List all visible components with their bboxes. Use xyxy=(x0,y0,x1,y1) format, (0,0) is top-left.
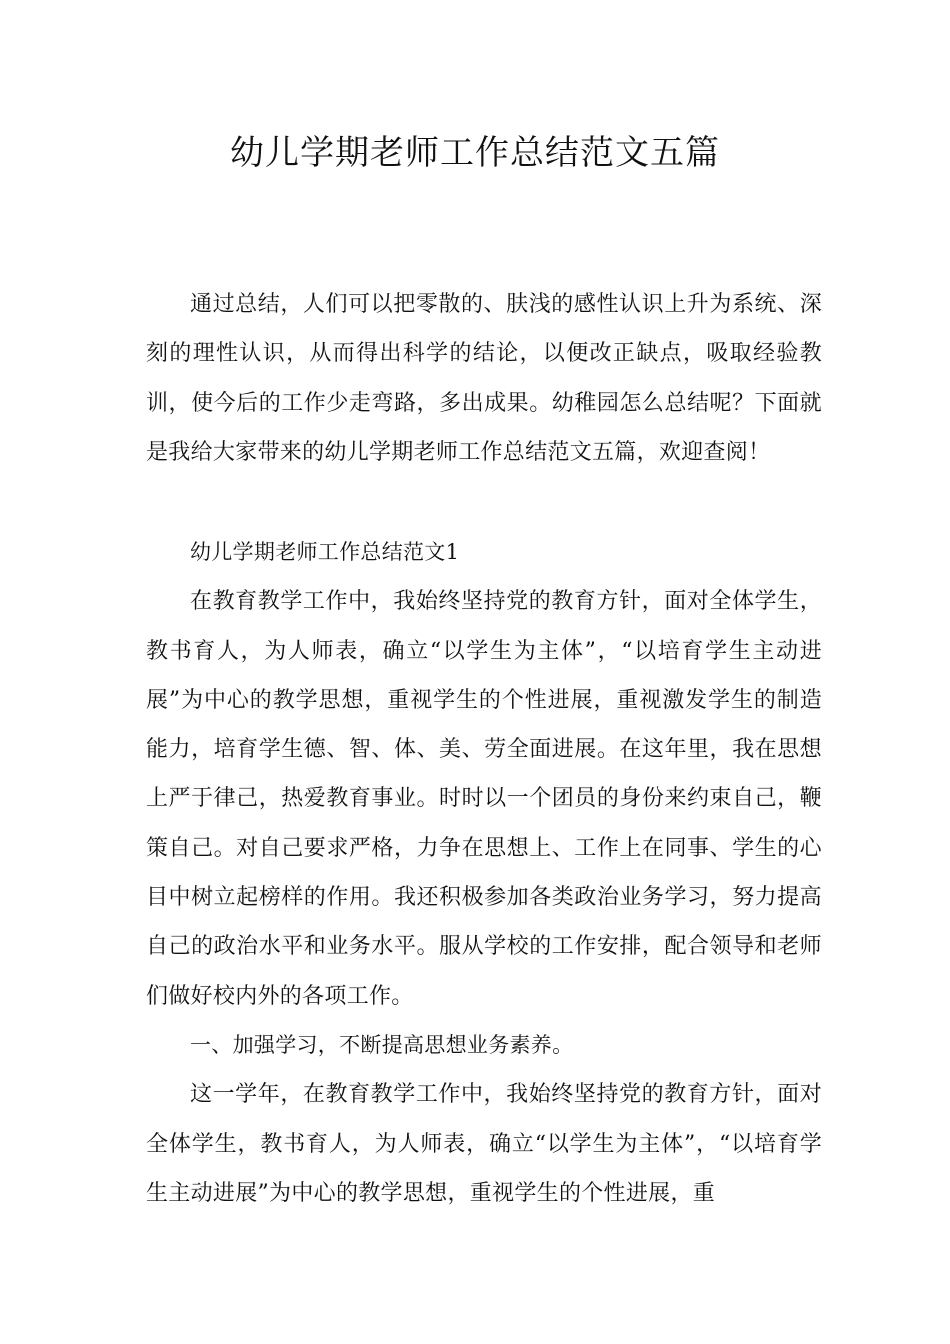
body-paragraph-2: 这一学年，在教育教学工作中，我始终坚持党的教育方针，面对全体学生，教书育人，为人师表，确立“以学生为主体”，“以培育学生主动进展”为中心的教学思想，重视学生的个性进展，重 xyxy=(146,1082,822,1206)
section-block xyxy=(146,528,822,1218)
section-heading: 幼儿学期老师工作总结范文1 xyxy=(190,540,460,564)
body-paragraph-1: 在教育教学工作中，我始终坚持党的教育方针，面对全体学生，教书育人，为人师表，确立“以学生为主体”，“以培育学生主动进展”为中心的教学思想，重视学生的个性进展，重视激发学生的制造能力，培育学生德、智、体、美、劳全面进展。在这年里，我在思想上严于律己，热爱教育事业。时时以一个团员的身份来约束自己，鞭策自己。对自己要求严格，力争在思想上、工作上在同事、学生的心目中树立起榜样的作用。我还积极参加各类政治业务学习，努力提高自己的政治水平和业务水平。服从学校的工作安排，配合领导和老师们做好校内外的各项工作。 xyxy=(146,589,822,1009)
intro-paragraph: 通过总结，人们可以把零散的、肤浅的感性认识上升为系统、深刻的理性认识，从而得出科学的结论，以便改正缺点，吸取经验教训，使今后的工作少走弯路，多出成果。幼稚园怎么总结呢？下面就是我给大家带来的幼儿学期老师工作总结范文五篇，欢迎查阅！ xyxy=(146,292,822,465)
document-title: 幼儿学期老师工作总结范文五篇 xyxy=(230,133,720,173)
subheading-1: 一、加强学习，不断提高思想业务素养。 xyxy=(190,1032,574,1057)
intro-block xyxy=(146,280,822,477)
